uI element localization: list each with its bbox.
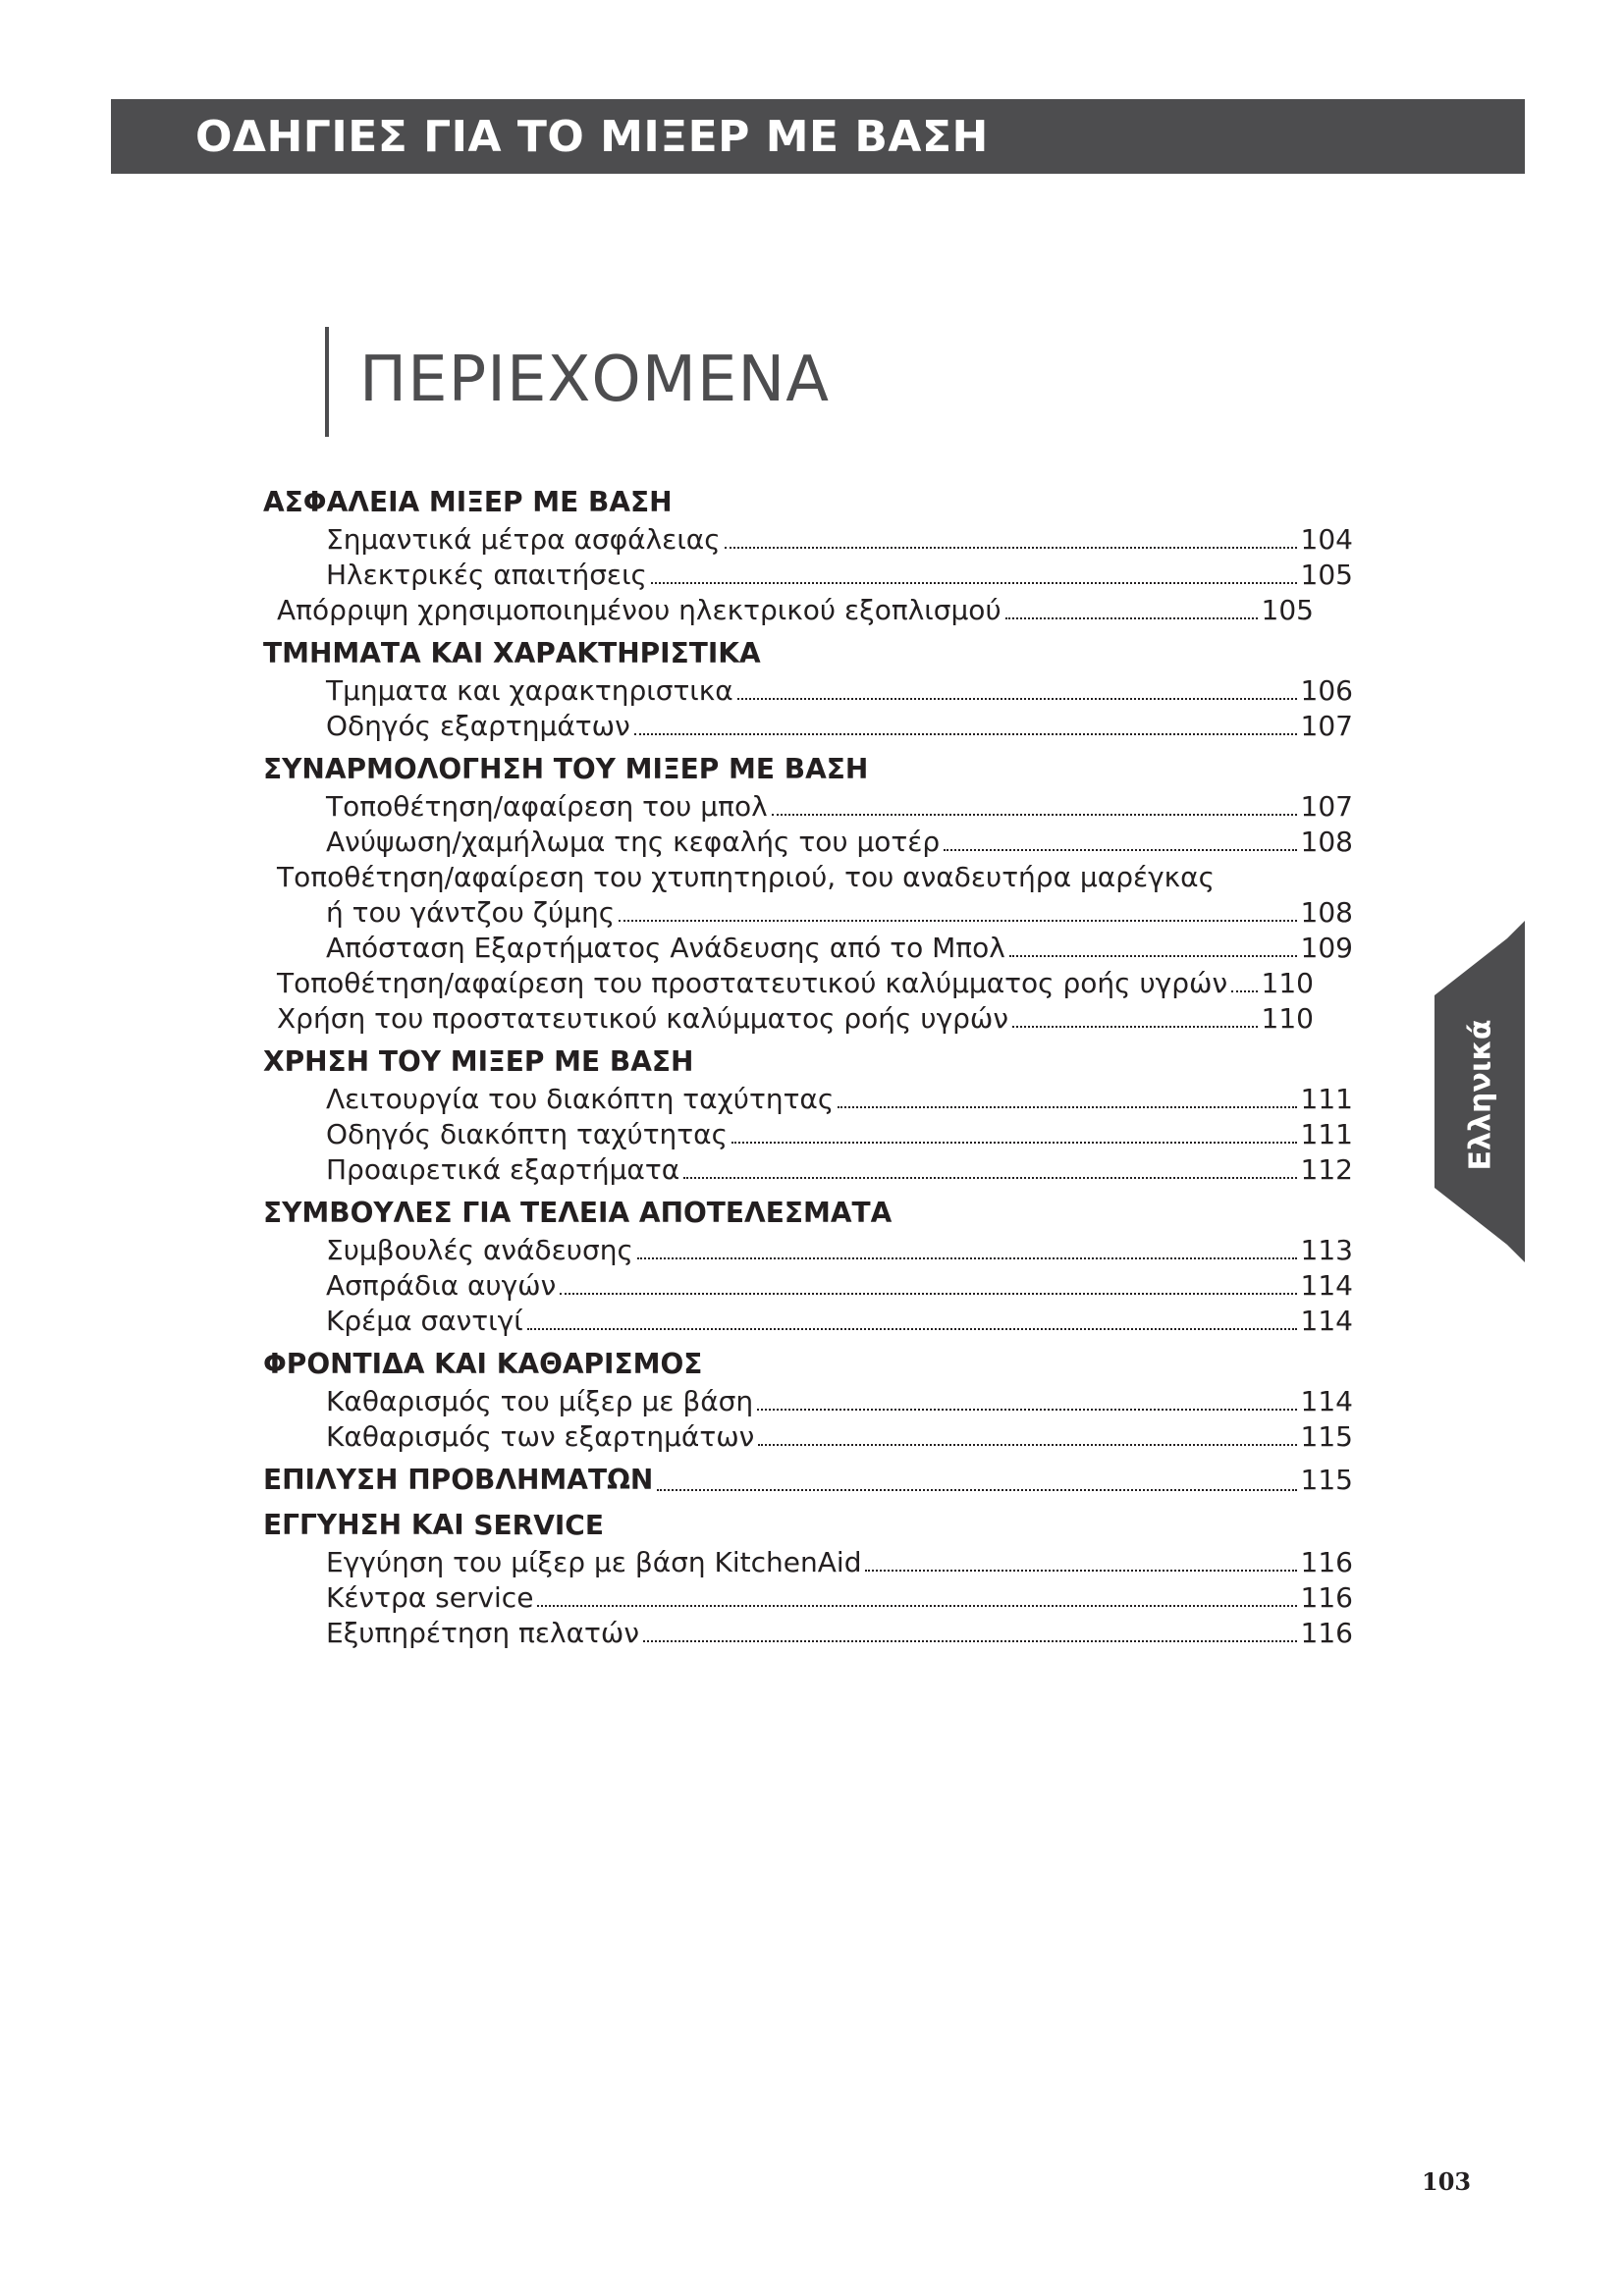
toc-entry[interactable]	[263, 931, 1353, 966]
toc-entry[interactable]	[263, 709, 1353, 744]
toc-entry[interactable]	[263, 1580, 1353, 1616]
dot-leader	[683, 1176, 1296, 1179]
entry-label: Οδηγός εξαρτημάτων	[326, 710, 630, 742]
dot-leader	[944, 848, 1296, 851]
section-title: ΑΣΦΑΛΕΙΑ ΜΙΞΕΡ ΜΕ ΒΑΣΗ	[263, 486, 673, 518]
toc-section-assembly	[263, 750, 1353, 1037]
dot-leader	[865, 1569, 1296, 1572]
entry-label: Προαιρετικά εξαρτήματα	[326, 1153, 680, 1186]
entry-page: 115	[1300, 1464, 1353, 1496]
entry-page: 114	[1300, 1385, 1353, 1417]
entry-label: Κρέμα σαντιγί	[326, 1305, 523, 1337]
toc-entry[interactable]	[263, 1384, 1353, 1419]
entry-page: 114	[1300, 1305, 1353, 1337]
section-title: ΣΥΝΑΡΜΟΛΟΓΗΣΗ ΤΟΥ ΜΙΞΕΡ ΜΕ ΒΑΣΗ	[263, 753, 869, 785]
entry-label: Απόρριψη χρησιμοποιημένου ηλεκτρικού εξοπλισμού	[277, 594, 1001, 626]
entry-label: Εξυπηρέτηση πελατών	[326, 1617, 639, 1649]
dot-leader	[637, 1256, 1297, 1259]
toc-entry[interactable]	[263, 789, 1353, 825]
entry-page: 115	[1300, 1420, 1353, 1453]
table-of-contents	[263, 483, 1353, 1657]
language-tab-label-wrap	[1441, 933, 1520, 1256]
dot-leader	[560, 1292, 1296, 1295]
dot-leader	[772, 813, 1297, 816]
entry-label: Καθαρισμός των εξαρτημάτων	[326, 1420, 755, 1453]
entry-label: Τοποθέτηση/αφαίρεση του μπολ	[326, 790, 768, 823]
toc-heading-entry[interactable]	[263, 1461, 1353, 1500]
entry-page: 106	[1300, 674, 1353, 707]
entry-label: Οδηγός διακόπτη ταχύτητας	[326, 1118, 729, 1150]
dot-leader	[758, 1443, 1296, 1446]
section-title: ΕΠΙΛΥΣΗ ΠΡΟΒΛΗΜΑΤΩΝ	[263, 1464, 654, 1496]
section-title: ΤΜΗΜΑΤΑ ΚΑΙ ΧΑΡΑΚΤΗΡΙΣΤΙΚΑ	[263, 637, 761, 669]
section-title: ΕΓΓΥΗΣΗ ΚΑΙ SERVICE	[263, 1509, 604, 1541]
section-title: ΦΡΟΝΤΙΔΑ ΚΑΙ ΚΑΘΑΡΙΣΜΟΣ	[263, 1348, 703, 1380]
entry-page: 105	[1300, 559, 1353, 591]
toc-section-parts	[263, 634, 1353, 744]
dot-leader	[725, 546, 1297, 549]
toc-entry[interactable]	[263, 1304, 1353, 1339]
entry-page: 116	[1300, 1546, 1353, 1578]
dot-leader	[1005, 616, 1258, 619]
toc-entry[interactable]	[263, 1419, 1353, 1455]
entry-label: Χρήση του προστατευτικού καλύμματος ροής υγρών	[277, 1002, 1009, 1035]
entry-page: 110	[1261, 967, 1314, 999]
entry-page: 109	[1300, 932, 1353, 964]
toc-entry[interactable]	[263, 1616, 1353, 1651]
dot-leader	[757, 1408, 1296, 1411]
toc-entry[interactable]	[263, 966, 1314, 1001]
entry-page: 108	[1300, 896, 1353, 929]
entry-label: Εγγύηση του μίξερ με βάση KitchenAid	[326, 1546, 862, 1578]
entry-page: 104	[1300, 523, 1353, 556]
toc-heading-rule	[325, 327, 329, 437]
entry-page: 108	[1300, 826, 1353, 858]
toc-entry[interactable]	[263, 673, 1353, 709]
toc-entry-continued-label[interactable]: Τοποθέτηση/αφαίρεση του χτυπητηριού, του αναδευτήρα μαρέγκας	[277, 861, 1216, 893]
entry-page: 114	[1300, 1269, 1353, 1302]
dot-leader	[1009, 954, 1297, 957]
dot-leader	[527, 1327, 1297, 1330]
toc-section-usage	[263, 1042, 1353, 1188]
dot-leader	[643, 1639, 1297, 1642]
entry-label: Τοποθέτηση/αφαίρεση του προστατευτικού καλύμματος ροής υγρών	[277, 967, 1228, 999]
entry-label: Συμβουλές ανάδευσης	[326, 1234, 633, 1266]
dot-leader	[731, 1141, 1296, 1144]
toc-entry[interactable]	[263, 1545, 1353, 1580]
toc-section-warranty	[263, 1506, 1353, 1651]
entry-label: Τμηματα και χαρακτηριστικα	[326, 674, 733, 707]
entry-label: ή του γάντζου ζύμης	[326, 896, 616, 929]
entry-page: 113	[1300, 1234, 1353, 1266]
entry-page: 112	[1300, 1153, 1353, 1186]
dot-leader	[619, 919, 1296, 922]
toc-section-tips	[263, 1194, 1353, 1339]
section-title: ΣΥΜΒΟΥΛΕΣ ΓΙΑ ΤΕΛΕΙΑ ΑΠΟΤΕΛΕΣΜΑΤΑ	[263, 1197, 893, 1229]
toc-entry[interactable]	[263, 1233, 1353, 1268]
dot-leader	[1012, 1025, 1258, 1028]
dot-leader	[1231, 989, 1257, 992]
entry-page: 107	[1300, 710, 1353, 742]
entry-label: Κέντρα service	[326, 1581, 534, 1614]
entry-page: 111	[1300, 1118, 1353, 1150]
entry-page: 105	[1261, 594, 1314, 626]
entry-label: Ασπράδια αυγών	[326, 1269, 557, 1302]
language-tab-label: Ελληνικά	[1463, 1019, 1498, 1170]
toc-entry[interactable]	[263, 1268, 1353, 1304]
entry-page: 110	[1261, 1002, 1314, 1035]
toc-heading: ΠΕΡΙΕΧΟΜΕΝΑ	[359, 344, 830, 416]
section-title: ΧΡΗΣΗ ΤΟΥ ΜΙΞΕΡ ΜΕ ΒΑΣΗ	[263, 1045, 694, 1078]
header-title: ΟΔΗΓΙΕΣ ΓΙΑ ΤΟ ΜΙΞΕΡ ΜΕ ΒΑΣΗ	[195, 111, 989, 162]
toc-entry[interactable]	[263, 1152, 1353, 1188]
entry-page: 116	[1300, 1617, 1353, 1649]
toc-entry[interactable]	[263, 593, 1314, 628]
toc-entry[interactable]	[263, 1082, 1353, 1117]
entry-label: Σημαντικά μέτρα ασφάλειας	[326, 523, 721, 556]
dot-leader	[537, 1604, 1296, 1607]
entry-label: Λειτουργία του διακόπτη ταχύτητας	[326, 1083, 835, 1115]
dot-leader	[838, 1105, 1296, 1108]
dot-leader	[651, 581, 1297, 584]
entry-page: 107	[1300, 790, 1353, 823]
entry-page: 111	[1300, 1083, 1353, 1115]
toc-entry[interactable]	[263, 522, 1353, 558]
entry-label: Καθαρισμός του μίξερ με βάση	[326, 1385, 754, 1417]
entry-label: Ανύψωση/χαμήλωμα της κεφαλής του μοτέρ	[326, 826, 941, 858]
dot-leader	[737, 697, 1297, 700]
toc-entry[interactable]	[263, 1001, 1314, 1037]
dot-leader	[657, 1488, 1296, 1491]
header-bar	[111, 99, 1525, 174]
toc-entry[interactable]	[263, 895, 1353, 931]
entry-page: 116	[1300, 1581, 1353, 1614]
toc-section-troubleshooting	[263, 1461, 1353, 1500]
page-number: 103	[1422, 2167, 1472, 2196]
toc-section-care	[263, 1345, 1353, 1455]
entry-label: Ηλεκτρικές απαιτήσεις	[326, 559, 647, 591]
toc-section-safety	[263, 483, 1353, 628]
toc-entry[interactable]	[263, 825, 1353, 860]
dot-leader	[634, 732, 1297, 735]
toc-entry[interactable]	[263, 558, 1353, 593]
toc-entry[interactable]	[263, 1117, 1353, 1152]
entry-label: Απόσταση Εξαρτήματος Ανάδευσης από το Μπολ	[326, 932, 1005, 964]
